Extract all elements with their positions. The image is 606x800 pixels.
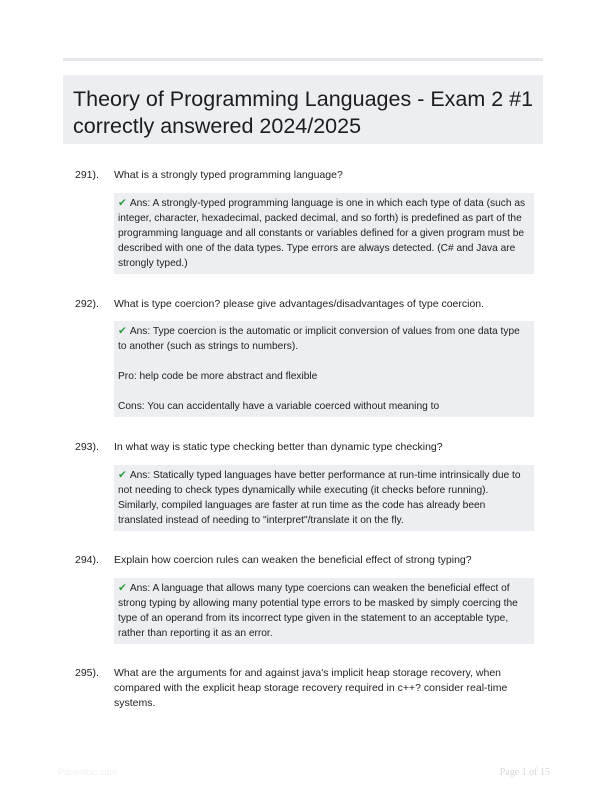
header-divider: [63, 58, 543, 61]
question-text: What is a strongly typed programming language?: [114, 169, 343, 181]
answer-text: Cons: You can accidentally have a variable coerced without meaning to: [118, 401, 440, 412]
answer-box: [114, 578, 534, 644]
question-number: 294).: [75, 554, 99, 566]
question-number: 291).: [75, 169, 99, 181]
check-icon: ✔: [118, 197, 127, 209]
question-number: 292).: [75, 298, 99, 310]
check-icon: ✔: [118, 469, 127, 481]
page-indicator: Page 1 of 15: [499, 767, 550, 778]
answer-box: [114, 193, 534, 274]
watermark: Paperlibic.com: [58, 767, 118, 777]
question-number: 295).: [75, 667, 99, 679]
title-banner: [63, 75, 543, 144]
answer-text: Ans: A strongly-typed programming language is one in which each type of data (such as integer, character, hexadecimal, packed decimal, and so forth) is predefined as part of the programming language and all constants or variables defined for a given program must be described with one of the data types. Type errors are always detected. (C# and Java are strongly typed.): [118, 198, 526, 269]
answer-box: [114, 321, 534, 417]
question-number: 293).: [75, 441, 99, 453]
check-icon: ✔: [118, 582, 127, 594]
answer-text: Pro: help code be more abstract and flexible: [118, 371, 318, 382]
page-title: Theory of Programming Languages - Exam 2 #1 correctly answered 2024/2025: [73, 87, 534, 138]
question-text: What is type coercion? please give advantages/disadvantages of type coercion.: [114, 298, 485, 310]
question-text: What are the arguments for and against java's implicit heap storage recovery, when compared with the explicit heap storage recovery required in c++? consider real-time systems.: [114, 667, 508, 709]
answer-text: Ans: Type coercion is the automatic or implicit conversion of values from one data type to another (such as strings to numbers).: [118, 326, 520, 352]
answer-text: Ans: A language that allows many type coercions can weaken the beneficial effect of strong typing by allowing many potential type errors to be masked by simply coercing the type of an operand from its incorrect type given in the statement to an acceptable type, rather than reporting it as an error.: [118, 583, 518, 639]
question-text: Explain how coercion rules can weaken the beneficial effect of strong typing?: [114, 554, 472, 566]
answer-box: [114, 465, 534, 531]
answer-text: Ans: Statically typed languages have better performance at run-time intrinsically due to not needing to check types dynamically while executing (it checks before running). Similarly, compiled languages are faster at run time as the code has already been translated instead of needing to "interpret"/translate it on the fly.: [118, 470, 521, 526]
check-icon: ✔: [118, 325, 127, 337]
question-text: In what way is static type checking better than dynamic type checking?: [114, 441, 443, 453]
